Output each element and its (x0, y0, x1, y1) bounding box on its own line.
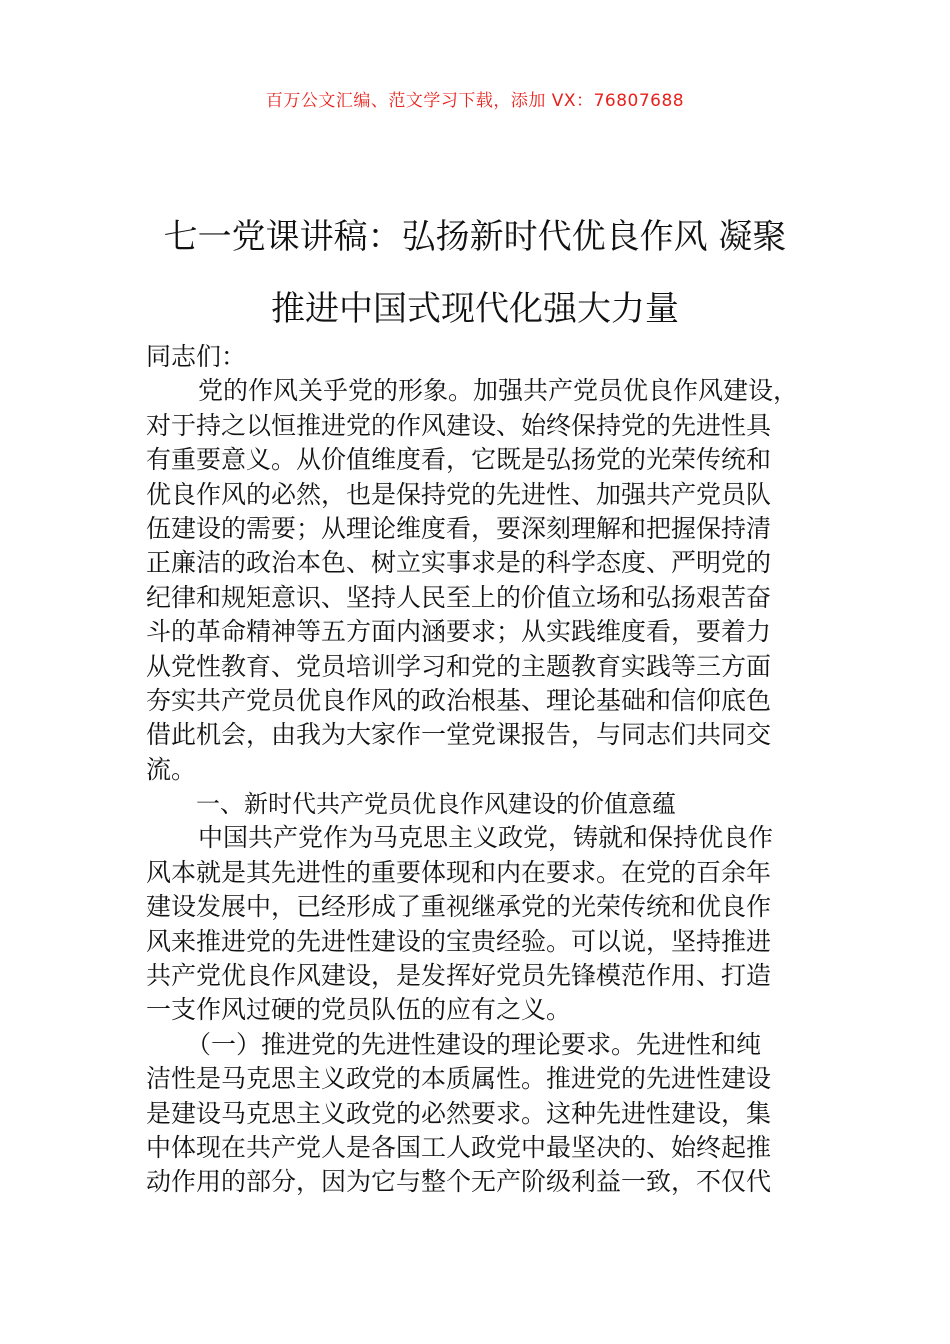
body-line: 动作用的部分，因为它与整个无产阶级利益一致，不仅代 (146, 1167, 772, 1197)
body-line: 纪律和规矩意识、坚持人民至上的价值立场和弘扬艰苦奋 (146, 582, 772, 612)
document-body (146, 340, 816, 1200)
body-line: 是建设马克思主义政党的必然要求。这种先进性建设，集 (146, 1098, 772, 1128)
body-line: 共产党优良作风建设，是发挥好党员先锋模范作用、打造 (146, 961, 772, 991)
body-line: 夯实共产党员优良作风的政治根基、理论基础和信仰底色 (146, 685, 772, 715)
title-line-1: 七一党课讲稿：弘扬新时代优良作风 凝聚 (163, 216, 787, 257)
document-title (0, 201, 950, 345)
body-line: 有重要意义。从价值维度看，它既是弘扬党的光荣传统和 (146, 445, 772, 475)
body-line: 建设发展中，已经形成了重视继承党的光荣传统和优良作 (146, 892, 772, 922)
body-line: 借此机会，由我为大家作一堂党课报告，与同志们共同交 (146, 720, 772, 750)
body-line: 优良作风的必然，也是保持党的先进性、加强共产党员队 (146, 479, 772, 509)
body-line: 从党性教育、党员培训学习和党的主题教育实践等三方面 (146, 651, 772, 681)
body-line: 对于持之以恒推进党的作风建设、始终保持党的先进性具 (146, 410, 772, 440)
body-line: 斗的革命精神等五方面内涵要求；从实践维度看，要着力 (146, 617, 772, 647)
salutation: 同志们： (146, 342, 247, 371)
body-line: 正廉洁的政治本色、树立实事求是的科学态度、严明党的 (146, 548, 772, 578)
body-line: 一支作风过硬的党员队伍的应有之义。 (146, 995, 572, 1025)
section-heading: 一、新时代共产党员优良作风建设的价值意蕴 (196, 790, 676, 819)
header-note: 百万公文汇编、范文学习下载，添加 VX：76807688 (265, 91, 685, 111)
body-line: 洁性是马克思主义政党的本质属性。推进党的先进性建设 (146, 1064, 772, 1094)
body-line: 风来推进党的先进性建设的宝贵经验。可以说，坚持推进 (146, 926, 772, 956)
body-line: 流。 (146, 754, 197, 784)
body-line: 风本就是其先进性的重要体现和内在要求。在党的百余年 (146, 857, 772, 887)
body-line: 中体现在共产党人是各国工人政党中最坚决的、始终起推 (146, 1132, 772, 1162)
body-line: 伍建设的需要；从理论维度看，要深刻理解和把握保持清 (146, 513, 772, 543)
title-line-2: 推进中国式现代化强大力量 (271, 288, 679, 329)
body-line: 中国共产党作为马克思主义政党，铸就和保持优良作 (198, 823, 774, 853)
subsection-line: （一）推进党的先进性建设的理论要求。先进性和纯 (186, 1029, 762, 1059)
body-line: 党的作风关乎党的形象。加强共产党员优良作风建设， (198, 376, 799, 406)
